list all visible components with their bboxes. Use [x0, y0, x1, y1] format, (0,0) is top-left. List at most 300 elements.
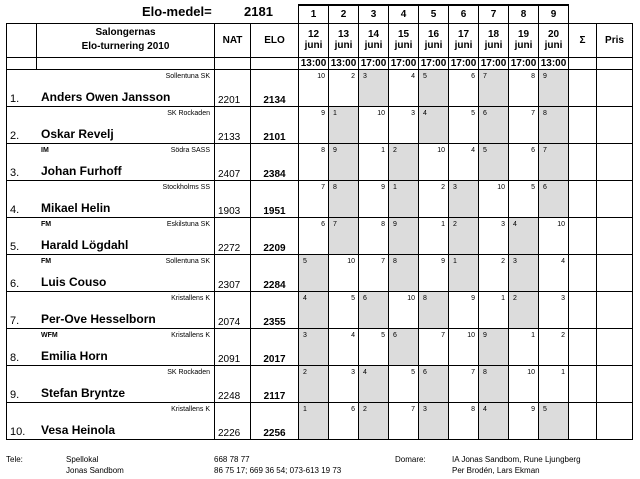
round-result-cell [419, 254, 449, 291]
player-elo-rating: 2101 [251, 106, 299, 143]
player-elo-rating: 2256 [251, 402, 299, 439]
player-nat-rating: 2407 [215, 143, 251, 180]
round-result-cell [539, 180, 569, 217]
round-number: 7 [479, 5, 509, 23]
round-result-cell [389, 143, 419, 180]
opponent-number: 2 [351, 72, 355, 80]
opponent-number: 10 [317, 72, 325, 80]
player-cell [7, 402, 215, 439]
round-result-cell [539, 69, 569, 106]
player-name: Vesa Heinola [41, 422, 116, 437]
round-day: 17 [457, 29, 470, 40]
round-result-cell [509, 69, 539, 106]
sum-cell [569, 106, 597, 143]
player-row [7, 106, 633, 143]
round-result-cell [359, 69, 389, 106]
round-time: 17:00 [389, 57, 419, 69]
opponent-number: 2 [303, 368, 307, 376]
opponent-number: 7 [321, 183, 325, 191]
round-result-cell [509, 106, 539, 143]
opponent-number: 2 [393, 146, 397, 154]
opponent-number: 6 [483, 109, 487, 117]
player-nat-rating: 2133 [215, 106, 251, 143]
round-result-cell [419, 217, 449, 254]
opponent-number: 4 [471, 146, 475, 154]
opponent-number: 3 [351, 368, 355, 376]
opponent-number: 7 [483, 72, 487, 80]
opponent-number: 7 [381, 257, 385, 265]
player-rank: 4. [10, 203, 20, 216]
round-result-cell [299, 217, 329, 254]
opponent-number: 4 [483, 405, 487, 413]
round-time: 17:00 [419, 57, 449, 69]
sum-cell [569, 402, 597, 439]
phone-label: Tele: [6, 455, 23, 464]
opponent-number: 5 [423, 72, 427, 80]
opponent-number: 1 [333, 109, 337, 117]
player-row [7, 402, 633, 439]
player-cell [7, 254, 215, 291]
sum-cell [569, 365, 597, 402]
sum-cell [569, 180, 597, 217]
round-month: juni [544, 40, 563, 51]
round-month: juni [394, 40, 413, 51]
round-result-cell [389, 365, 419, 402]
round-result-cell [329, 254, 359, 291]
elo-average-label: Elo-medel= [142, 4, 212, 19]
opponent-number: 8 [531, 72, 535, 80]
player-elo-rating: 2284 [251, 254, 299, 291]
player-club: Eskilstuna SK [166, 220, 210, 228]
player-cell [7, 217, 215, 254]
player-name: Per-Ove Hesselborn [41, 311, 156, 326]
round-result-cell [329, 365, 359, 402]
opponent-number: 8 [381, 220, 385, 228]
tournament-title-line1: Salongernas [95, 27, 156, 38]
opponent-number: 3 [453, 183, 457, 191]
round-result-cell [479, 291, 509, 328]
round-result-cell [389, 291, 419, 328]
opponent-number: 1 [453, 257, 457, 265]
round-result-cell [539, 143, 569, 180]
opponent-number: 1 [303, 405, 307, 413]
player-name: Emilia Horn [41, 348, 108, 363]
round-result-cell [329, 143, 359, 180]
player-title: FM [41, 257, 52, 265]
player-name: Stefan Bryntze [41, 385, 126, 400]
opponent-number: 8 [321, 146, 325, 154]
player-elo-rating: 1951 [251, 180, 299, 217]
player-nat-rating: 2248 [215, 365, 251, 402]
prize-cell [597, 106, 633, 143]
opponent-number: 5 [543, 405, 547, 413]
player-club: Kristallens K [171, 294, 210, 302]
round-day: 18 [487, 29, 500, 40]
prize-cell [597, 69, 633, 106]
nat-header: NAT [215, 23, 251, 57]
opponent-number: 2 [363, 405, 367, 413]
player-title: WFM [41, 331, 58, 339]
sum-cell [569, 217, 597, 254]
round-result-cell [479, 328, 509, 365]
round-result-cell [419, 365, 449, 402]
round-result-cell [479, 143, 509, 180]
player-club: Södra SASS [170, 146, 210, 154]
round-result-cell [539, 402, 569, 439]
round-number: 2 [329, 5, 359, 23]
opponent-number: 4 [411, 72, 415, 80]
round-result-cell [419, 106, 449, 143]
opponent-number: 10 [497, 183, 505, 191]
round-result-cell [449, 180, 479, 217]
round-result-cell [479, 69, 509, 106]
opponent-number: 5 [381, 331, 385, 339]
opponent-number: 3 [411, 109, 415, 117]
round-result-cell [539, 106, 569, 143]
player-rank: 1. [10, 92, 20, 105]
round-result-cell [299, 254, 329, 291]
player-row [7, 365, 633, 402]
opponent-number: 9 [321, 109, 325, 117]
player-cell [7, 365, 215, 402]
round-result-cell [359, 180, 389, 217]
opponent-number: 10 [347, 257, 355, 265]
opponent-number: 6 [393, 331, 397, 339]
venue-phone: 668 78 77 [214, 455, 250, 464]
round-result-cell [359, 402, 389, 439]
round-result-cell [449, 69, 479, 106]
opponent-number: 6 [543, 183, 547, 191]
prize-cell [597, 291, 633, 328]
opponent-number: 9 [483, 331, 487, 339]
player-club: Sollentuna SK [165, 257, 210, 265]
round-result-cell [299, 106, 329, 143]
player-cell [7, 106, 215, 143]
round-number: 3 [359, 5, 389, 23]
opponent-number: 4 [351, 331, 355, 339]
opponent-number: 3 [561, 294, 565, 302]
tournament-title-line2: Elo-turnering 2010 [81, 41, 170, 52]
opponent-number: 10 [407, 294, 415, 302]
prize-cell [597, 402, 633, 439]
round-result-cell [419, 180, 449, 217]
round-number: 6 [449, 5, 479, 23]
player-club: Stockholms SS [162, 183, 210, 191]
player-nat-rating: 2272 [215, 217, 251, 254]
player-elo-rating: 2355 [251, 291, 299, 328]
round-result-cell [359, 217, 389, 254]
round-result-cell [449, 217, 479, 254]
opponent-number: 10 [527, 368, 535, 376]
opponent-number: 6 [531, 146, 535, 154]
round-result-cell [329, 402, 359, 439]
round-result-cell [449, 143, 479, 180]
round-result-cell [509, 291, 539, 328]
opponent-number: 2 [453, 220, 457, 228]
player-elo-rating: 2134 [251, 69, 299, 106]
prize-cell [597, 254, 633, 291]
round-result-cell [509, 402, 539, 439]
player-nat-rating: 2074 [215, 291, 251, 328]
opponent-number: 1 [381, 146, 385, 154]
round-result-cell [479, 217, 509, 254]
player-rank: 7. [10, 314, 20, 327]
round-result-cell [299, 402, 329, 439]
opponent-number: 4 [423, 109, 427, 117]
player-elo-rating: 2384 [251, 143, 299, 180]
round-number: 1 [299, 5, 329, 23]
round-result-cell [479, 180, 509, 217]
opponent-number: 7 [411, 405, 415, 413]
round-result-cell [449, 106, 479, 143]
opponent-number: 5 [351, 294, 355, 302]
round-day: 16 [427, 29, 440, 40]
tournament-title [37, 23, 215, 57]
sum-header: Σ [569, 23, 597, 57]
opponent-number: 4 [561, 257, 565, 265]
opponent-number: 5 [471, 109, 475, 117]
round-result-cell [419, 69, 449, 106]
player-elo-rating: 2017 [251, 328, 299, 365]
round-result-cell [329, 217, 359, 254]
venue-label: Spellokal [66, 455, 99, 464]
player-row [7, 217, 633, 254]
round-result-cell [359, 365, 389, 402]
round-result-cell [299, 365, 329, 402]
opponent-number: 3 [513, 257, 517, 265]
opponent-number: 1 [561, 368, 565, 376]
round-time: 13:00 [299, 57, 329, 69]
player-name: Oskar Revelj [41, 126, 114, 141]
player-name: Harald Lögdahl [41, 237, 129, 252]
round-result-cell [539, 365, 569, 402]
arbiters-line2: Per Brodén, Lars Ekman [452, 466, 540, 475]
opponent-number: 1 [531, 331, 535, 339]
round-day: 14 [367, 29, 380, 40]
player-title: FM [41, 220, 52, 228]
player-rank: 5. [10, 240, 20, 253]
opponent-number: 6 [351, 405, 355, 413]
player-row [7, 69, 633, 106]
opponent-number: 1 [393, 183, 397, 191]
player-club: SK Rockaden [167, 368, 210, 376]
round-time: 13:00 [539, 57, 569, 69]
opponent-number: 10 [557, 220, 565, 228]
round-day: 15 [397, 29, 410, 40]
round-result-cell [389, 254, 419, 291]
opponent-number: 1 [441, 220, 445, 228]
sum-cell [569, 328, 597, 365]
round-time: 17:00 [479, 57, 509, 69]
opponent-number: 5 [531, 183, 535, 191]
opponent-number: 4 [363, 368, 367, 376]
opponent-number: 3 [303, 331, 307, 339]
opponent-number: 3 [363, 72, 367, 80]
player-row [7, 328, 633, 365]
opponent-number: 10 [467, 331, 475, 339]
player-rank: 6. [10, 277, 20, 290]
prize-cell [597, 328, 633, 365]
opponent-number: 5 [483, 146, 487, 154]
sum-cell [569, 143, 597, 180]
player-row [7, 143, 633, 180]
round-result-cell [389, 180, 419, 217]
round-result-cell [299, 143, 329, 180]
round-result-cell [509, 143, 539, 180]
opponent-number: 2 [441, 183, 445, 191]
sum-cell [569, 69, 597, 106]
round-result-cell [389, 106, 419, 143]
round-month: juni [484, 40, 503, 51]
round-time: 17:00 [449, 57, 479, 69]
elo-header: ELO [251, 23, 299, 57]
crosstable [6, 4, 633, 440]
opponent-number: 9 [531, 405, 535, 413]
prize-cell [597, 180, 633, 217]
prize-header: Pris [597, 23, 633, 57]
player-name: Anders Owen Jansson [41, 89, 171, 104]
round-number: 9 [539, 5, 569, 23]
round-result-cell [299, 180, 329, 217]
prize-cell [597, 217, 633, 254]
round-result-cell [329, 180, 359, 217]
player-name: Luis Couso [41, 274, 107, 289]
round-result-cell [479, 254, 509, 291]
round-result-cell [419, 402, 449, 439]
opponent-number: 9 [441, 257, 445, 265]
opponent-number: 9 [381, 183, 385, 191]
player-rank: 2. [10, 129, 20, 142]
round-time: 13:00 [329, 57, 359, 69]
round-result-cell [479, 402, 509, 439]
round-result-cell [299, 291, 329, 328]
player-rank: 9. [10, 388, 20, 401]
player-rank: 8. [10, 351, 20, 364]
sum-cell [569, 254, 597, 291]
opponent-number: 8 [393, 257, 397, 265]
opponent-number: 4 [513, 220, 517, 228]
opponent-number: 2 [561, 331, 565, 339]
player-row [7, 254, 633, 291]
round-result-cell [509, 217, 539, 254]
round-result-cell [299, 328, 329, 365]
opponent-number: 9 [393, 220, 397, 228]
round-day: 20 [547, 29, 560, 40]
opponent-number: 7 [471, 368, 475, 376]
round-day: 13 [337, 29, 350, 40]
player-cell [7, 291, 215, 328]
arbiters-line1: IA Jonas Sandbom, Rune Ljungberg [452, 455, 581, 464]
opponent-number: 8 [543, 109, 547, 117]
player-club: SK Rockaden [167, 109, 210, 117]
player-rank: 3. [10, 166, 20, 179]
round-result-cell [509, 254, 539, 291]
round-result-cell [449, 402, 479, 439]
arbiter-label: Domare: [395, 455, 426, 464]
opponent-number: 9 [471, 294, 475, 302]
round-result-cell [359, 254, 389, 291]
player-cell [7, 69, 215, 106]
round-time: 17:00 [509, 57, 539, 69]
opponent-number: 7 [531, 109, 535, 117]
opponent-number: 6 [321, 220, 325, 228]
opponent-number: 4 [303, 294, 307, 302]
contact-phones: 86 75 17; 669 36 54; 073-613 19 73 [214, 466, 342, 475]
round-result-cell [539, 217, 569, 254]
player-rank: 10. [10, 425, 26, 438]
round-number: 5 [419, 5, 449, 23]
player-title: IM [41, 146, 49, 154]
round-month: juni [334, 40, 353, 51]
player-cell [7, 328, 215, 365]
player-nat-rating: 2201 [215, 69, 251, 106]
opponent-number: 5 [411, 368, 415, 376]
opponent-number: 6 [363, 294, 367, 302]
opponent-number: 3 [423, 405, 427, 413]
round-month: juni [364, 40, 383, 51]
opponent-number: 9 [543, 72, 547, 80]
round-month: juni [304, 40, 323, 51]
round-result-cell [539, 328, 569, 365]
round-result-cell [479, 106, 509, 143]
round-result-cell [509, 328, 539, 365]
round-number: 8 [509, 5, 539, 23]
round-month: juni [424, 40, 443, 51]
round-result-cell [539, 291, 569, 328]
round-result-cell [359, 328, 389, 365]
opponent-number: 10 [437, 146, 445, 154]
opponent-number: 2 [501, 257, 505, 265]
round-result-cell [449, 254, 479, 291]
player-row [7, 180, 633, 217]
round-month: juni [514, 40, 533, 51]
round-result-cell [509, 180, 539, 217]
opponent-number: 2 [513, 294, 517, 302]
player-cell [7, 180, 215, 217]
player-club: Kristallens K [171, 405, 210, 413]
opponent-number: 6 [471, 72, 475, 80]
player-nat-rating: 2091 [215, 328, 251, 365]
opponent-number: 3 [501, 220, 505, 228]
round-day: 19 [517, 29, 530, 40]
opponent-number: 8 [333, 183, 337, 191]
round-result-cell [389, 217, 419, 254]
player-club: Kristallens K [171, 331, 210, 339]
player-elo-rating: 2209 [251, 217, 299, 254]
round-month: juni [454, 40, 473, 51]
sum-cell [569, 291, 597, 328]
opponent-number: 6 [423, 368, 427, 376]
round-result-cell [389, 328, 419, 365]
round-result-cell [359, 143, 389, 180]
round-result-cell [419, 328, 449, 365]
player-cell [7, 143, 215, 180]
round-result-cell [359, 106, 389, 143]
opponent-number: 7 [543, 146, 547, 154]
round-result-cell [389, 69, 419, 106]
round-day: 12 [307, 29, 320, 40]
opponent-number: 8 [471, 405, 475, 413]
player-row [7, 291, 633, 328]
round-result-cell [299, 69, 329, 106]
round-result-cell [329, 69, 359, 106]
player-club: Sollentuna SK [165, 72, 210, 80]
round-result-cell [479, 365, 509, 402]
opponent-number: 7 [441, 331, 445, 339]
opponent-number: 7 [333, 220, 337, 228]
round-result-cell [449, 365, 479, 402]
round-result-cell [329, 291, 359, 328]
